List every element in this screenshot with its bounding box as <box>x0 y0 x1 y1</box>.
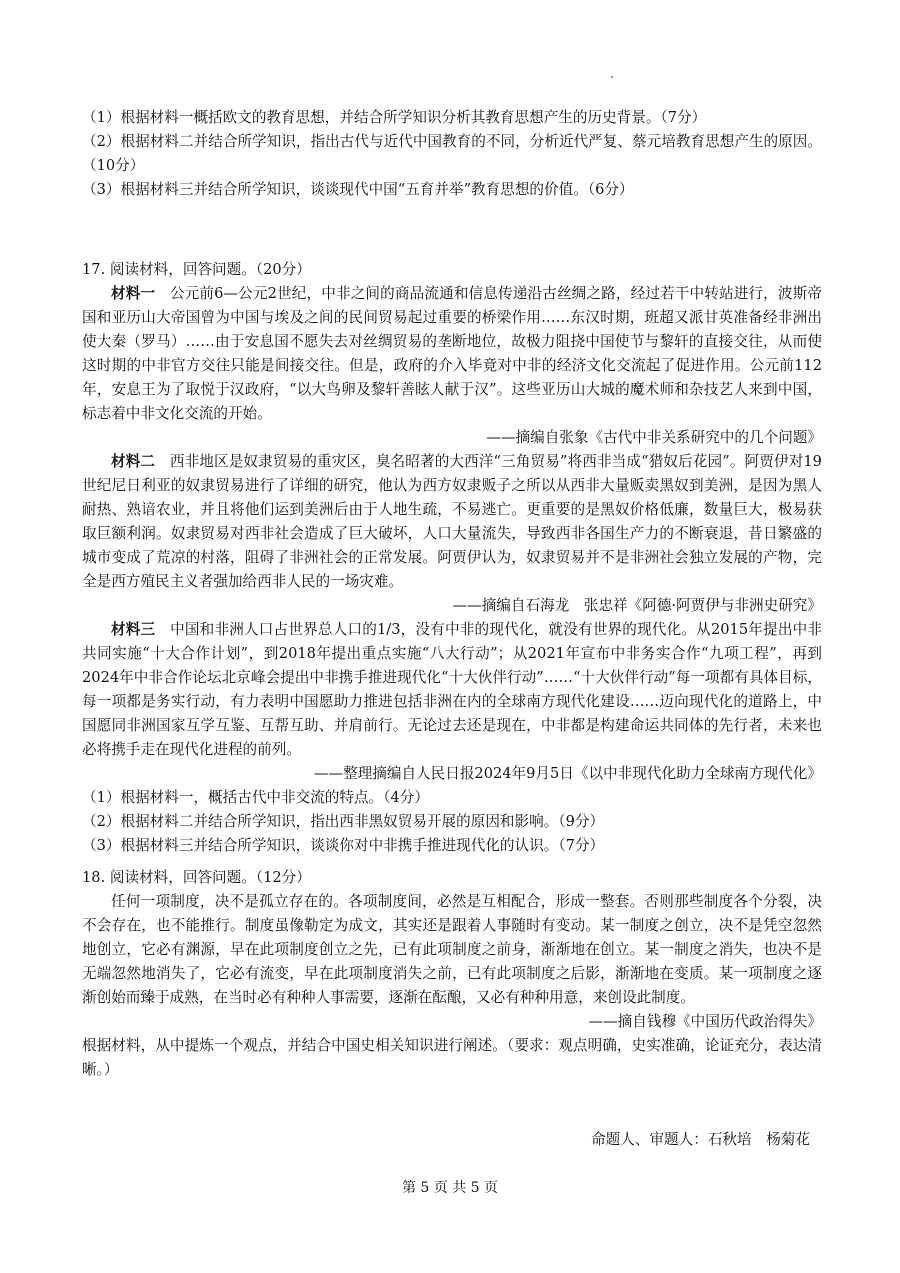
q18-title: 18. 阅读材料，回答问题。（12分） <box>82 869 311 886</box>
q17-sub-3: （3）根据材料三并结合所学知识，谈谈你对中非携手推进现代化的认识。（7分） <box>82 837 605 854</box>
question-18 <box>82 866 822 1082</box>
m2-text: 西非地区是奴隶贸易的重灾区，臭名昭著的大西洋“三角贸易”将西非当成“猎奴后花园”。阿贾伊对19世纪尼日利亚的奴隶贸易进行了详细的研究，他认为西方奴隶贩子之所以从西非大量贩卖黑奴到美洲，是因为黑人耐热、熟谙农业，并且将他们运到美洲后由于人地生疏，不易逃亡。更重要的是黑奴价格低廉，数量巨大，极易获取巨额利润。奴隶贸易对西非社会造成了巨大破坏，人口大量流失，导致西非各国生产力的不断衰退，昔日繁盛的城市变成了荒凉的村落，阻碍了非洲社会的正常发展。阿贾伊认为，奴隶贸易并不是非洲社会独立发展的产物，完全是西方殖民主义者强加给西非人民的一场灾难。 <box>82 453 822 590</box>
scan-speck <box>611 76 613 78</box>
q18-material: 任何一项制度，决不是孤立存在的。各项制度间，必然是互相配合，形成一整套。否则那些制度各个分裂，决不会存在，也不能推行。制度虽像勒定为成文，其实还是跟着人事随时有变动。某一制度之创立，决不是凭空忽然地创立，它必有渊源，早在此项制度创立之先，已有此项制度之前身，渐渐地在创立。某一制度之消失，也决不是无端忽然地消失了，它必有流变，早在此项制度消失之前，已有此项制度之后影，渐渐地在变质。某一项制度之逐渐创始而臻于成熟，在当时必有种种人事需要，逐渐在酝酿，又必有种种用意，来创设此制度。 <box>82 893 822 1006</box>
q18-source: ——摘自钱穆《中国历代政治得失》 <box>588 1013 822 1030</box>
q17-material-2 <box>82 450 822 594</box>
author-signature: 命题人、审题人：石秋培 杨菊花 <box>591 1131 810 1148</box>
page-number: 第 5 页 共 5 页 <box>401 1180 499 1196</box>
q17-material-1 <box>82 282 822 426</box>
m2-label: 材料二 <box>111 453 156 470</box>
q17-title: 17. 阅读材料，回答问题。（20分） <box>82 261 311 278</box>
sub-question-2: （2）根据材料二并结合所学知识，指出古代与近代中国教育的不同，分析近代严复、蔡元培教育思想产生的原因。（10分） <box>82 133 822 174</box>
question-17 <box>82 258 822 858</box>
m1-source: ——摘编自张象《古代中非关系研究中的几个问题》 <box>486 429 822 446</box>
sub-question-3: （3）根据材料三并结合所学知识，谈谈现代中国“五育并举”教育思想的价值。（6分） <box>82 181 634 198</box>
q17-material-3 <box>82 618 822 762</box>
m3-source: ——整理摘编自人民日报2024年9月5日《以中非现代化助力全球南方现代化》 <box>313 765 822 782</box>
m1-text: 公元前6—公元2世纪，中非之间的商品流通和信息传递沿古丝绸之路，经过若干中转站进行，波斯帝国和亚历山大帝国曾为中国与埃及之间的民间贸易起过重要的桥梁作用……东汉时期，班超又派甘英准备经非洲出使大秦（罗马）……由于安息国不愿失去对丝绸贸易的垄断地位，故极力阻挠中国使节与黎轩的直接交往，从而使这时期的中非官方交往只能是间接交往。但是，政府的介入毕竟对中非的经济文化交流起了促进作用。公元前112年，安息王为了取悦于汉政府，“以大鸟卵及黎轩善眩人献于汉”。这些亚历山大城的魔术师和杂技艺人来到中国，标志着中非文化交流的开始。 <box>82 285 822 422</box>
m3-label: 材料三 <box>111 621 156 638</box>
q18-requirement: 根据材料，从中提炼一个观点，并结合中国史相关知识进行阐述。（要求：观点明确，史实准确，论证充分，表达清晰。） <box>82 1037 822 1078</box>
m1-label: 材料一 <box>111 285 156 302</box>
q17-sub-2: （2）根据材料二并结合所学知识，指出西非黑奴贸易开展的原因和影响。（9分） <box>82 813 605 830</box>
prev-question-subparts <box>82 106 822 202</box>
m2-source: ——摘编自石海龙 张忠祥《阿德·阿贾伊与非洲史研究》 <box>452 597 822 614</box>
q17-sub-1: （1）根据材料一，概括古代中非交流的特点。（4分） <box>82 789 429 806</box>
m3-text: 中国和非洲人口占世界总人口的1/3，没有中非的现代化，就没有世界的现代化。从2015年提出中非共同实施“十大合作计划”，到2018年提出重点实施“八大行动”；从2021年宣布中非务实合作“九项工程”，再到2024年中非合作论坛北京峰会提出中非携手推进现代化“十大伙伴行动”……“十大伙伴行动”每一项都有具体目标，每一项都是务实行动，有力表明中国愿助力推进包括非洲在内的全球南方现代化建设……迈向现代化的道路上，中国愿同非洲国家互学互鉴、互帮互助、并肩前行。无论过去还是现在，中非都是构建命运共同体的先行者，未来也必将携手走在现代化进程的前列。 <box>82 621 822 758</box>
sub-question-1: （1）根据材料一概括欧文的教育思想，并结合所学知识分析其教育思想产生的历史背景。（7分） <box>82 109 707 126</box>
